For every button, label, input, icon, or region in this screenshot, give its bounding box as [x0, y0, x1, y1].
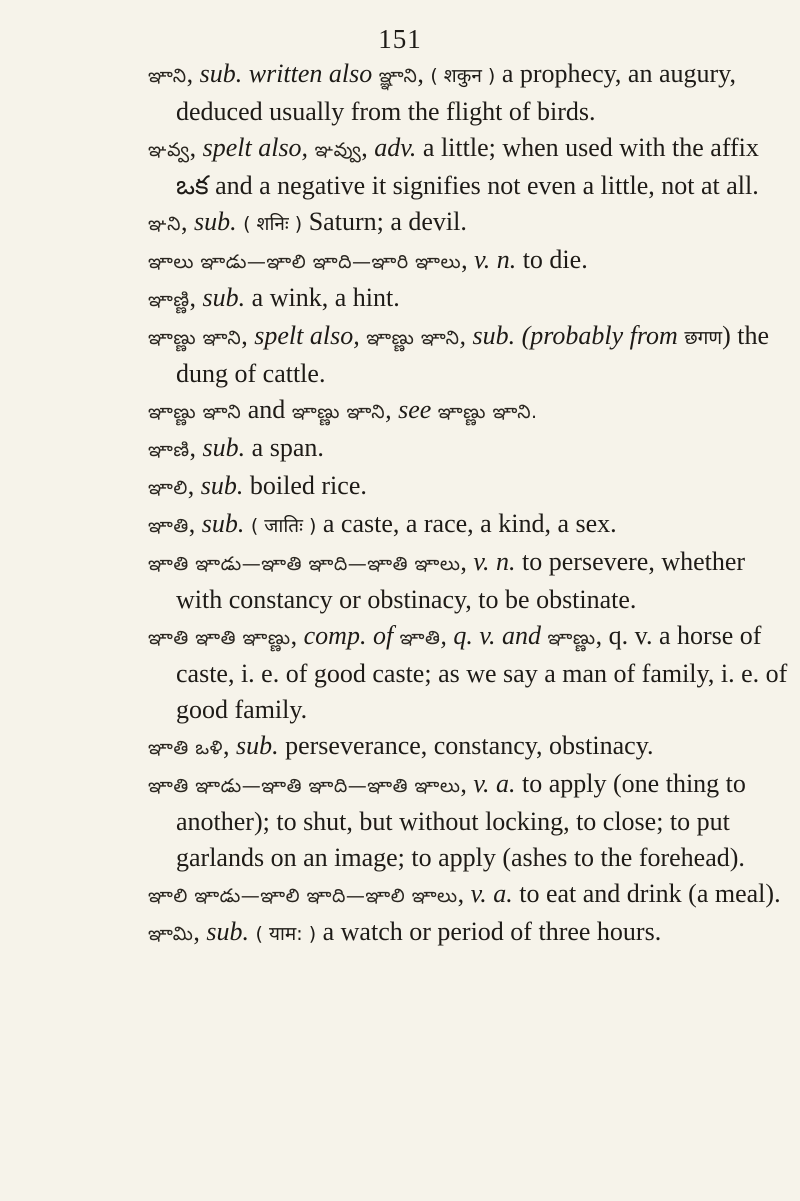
- connector: ,: [361, 133, 375, 162]
- part-of-speech: sub.: [202, 433, 252, 462]
- definition: ) the dung of cattle.: [176, 321, 770, 388]
- definition: a wink, a hint.: [251, 283, 400, 312]
- definition: Saturn; a devil.: [302, 207, 467, 236]
- headword: ఞాతి: [148, 515, 189, 537]
- headword: ఞాలి ఞాడు—ఞాలి ఞాది—ఞాలి ఞాలు: [148, 885, 458, 907]
- headword: ఞాతి ఞాడు—ఞాతి ఞాది—ఞాతి ఞాలు: [148, 775, 461, 797]
- separator: ,: [188, 509, 202, 538]
- headword: ఞాలి: [148, 477, 188, 499]
- dictionary-entry: [148, 130, 788, 204]
- dictionary-entries: [148, 56, 788, 952]
- part-of-speech: sub.: [193, 207, 244, 236]
- dictionary-entry: [148, 876, 788, 914]
- part-of-speech: v. a.: [470, 879, 520, 908]
- part-of-speech: v. n.: [473, 547, 523, 576]
- dictionary-entry: [148, 914, 788, 952]
- headword: ఞాతి ఒళి: [148, 737, 223, 759]
- definition: boiled rice.: [249, 471, 367, 500]
- connector: ,: [417, 59, 431, 88]
- definition: a watch or period of three hours.: [316, 917, 662, 946]
- separator: ,: [222, 731, 236, 760]
- separator: ,: [290, 621, 304, 650]
- etymology: छगण: [684, 327, 723, 349]
- definition: to apply (one thing to another); to shut, but without locking, to close; to put garlands on an image; to apply (ashes to the forehead).: [176, 769, 746, 872]
- headword: ఞాణ్ణు ఞాని: [148, 327, 242, 349]
- alternate-form: ఞాణ్ణు ఞాని: [366, 327, 460, 349]
- definition: a caste, a race, a kind, a sex.: [316, 509, 617, 538]
- definition: , q. v. a horse of caste, i. e. of good caste; as we say a man of family, i. e. of good family.: [176, 621, 788, 724]
- etymology: ( जातिः ): [250, 515, 317, 537]
- dictionary-entry: [148, 544, 788, 618]
- dictionary-entry: [148, 242, 788, 280]
- alternate-form: ఞవ్వు: [314, 139, 362, 161]
- part-of-speech: sub.: [206, 917, 256, 946]
- separator: ,: [193, 917, 207, 946]
- separator: ,: [461, 245, 475, 274]
- headword: ఞవ్వ: [148, 139, 190, 161]
- separator: ,: [189, 283, 203, 312]
- dictionary-entry: [148, 766, 788, 876]
- cross-reference: ఞాణ్ణు: [547, 627, 596, 649]
- dictionary-entry: [148, 280, 788, 318]
- etymology: ( शकुन ): [430, 65, 496, 87]
- headword: ఞాతి ఞాడు—ఞాతి ఞాది—ఞాతి ఞాలు: [148, 553, 461, 575]
- part-of-speech: sub. written also: [199, 59, 379, 88]
- part-of-speech: sub.: [235, 731, 286, 760]
- dictionary-entry: [148, 506, 788, 544]
- headword: ఞని: [148, 213, 181, 235]
- part-of-speech: v. n.: [474, 245, 523, 274]
- connector: , q. v. and: [440, 621, 548, 650]
- separator: ,: [460, 769, 474, 798]
- separator: ,: [180, 207, 194, 236]
- headword: ఞాణి: [148, 439, 190, 461]
- dictionary-entry: [148, 468, 788, 506]
- separator: ,: [457, 879, 471, 908]
- headword: ఞాణ్ణు ఞాని: [148, 401, 242, 423]
- part-of-speech: sub.: [201, 509, 251, 538]
- separator: ,: [186, 59, 200, 88]
- part-of-speech: comp. of: [303, 621, 400, 650]
- headword: ఞాని: [148, 65, 187, 87]
- alternate-form: ఞ్ఞాని: [378, 65, 418, 87]
- etymology: ( शनिः ): [243, 213, 303, 235]
- cross-reference: ఞాణ్ణు ఞాని.: [437, 401, 538, 423]
- connector: , sub. (probably from: [459, 321, 685, 350]
- dictionary-entry: [148, 204, 788, 242]
- dictionary-entry: [148, 618, 788, 728]
- separator: ,: [187, 471, 201, 500]
- page-number: 151: [378, 24, 422, 54]
- connector: , see: [385, 395, 438, 424]
- part-of-speech: sub.: [200, 471, 250, 500]
- headword: ఞాతి ఞాతి ఞాణ్ణు: [148, 627, 291, 649]
- dictionary-entry: [148, 318, 788, 392]
- alternate-form: ఞాతి: [399, 627, 441, 649]
- definition: to persevere, whether with constancy or obstinacy, to be obstinate.: [176, 547, 746, 614]
- headword: ఞాణ్ణి: [148, 289, 190, 311]
- etymology: ( याम: ): [255, 923, 317, 945]
- definition: a span.: [251, 433, 324, 462]
- separator: ,: [189, 133, 203, 162]
- dictionary-entry: [148, 56, 788, 130]
- part-of-speech: spelt also,: [254, 321, 367, 350]
- separator: ,: [189, 433, 203, 462]
- separator: ,: [241, 321, 255, 350]
- separator: ,: [460, 547, 474, 576]
- dictionary-entry: [148, 430, 788, 468]
- part-of-speech: v. a.: [473, 769, 523, 798]
- dictionary-entry: [148, 728, 788, 766]
- separator: and: [241, 395, 292, 424]
- definition: to eat and drink (a meal).: [519, 879, 781, 908]
- alternate-form: ఞాణ్ణు ఞాని: [291, 401, 386, 423]
- headword: ఞాలు ఞాడు—ఞాలి ఞాది—ఞారి ఞాలు: [148, 251, 462, 273]
- etymology: adv.: [374, 133, 417, 162]
- definition: perseverance, constancy, obstinacy.: [285, 731, 654, 760]
- headword: ఞామి: [148, 923, 194, 945]
- part-of-speech: sub.: [202, 283, 252, 312]
- definition: a little; when used with the affix ఒక and a negative it signifies not even a little, not at all.: [176, 133, 759, 200]
- definition: to die.: [522, 245, 588, 274]
- part-of-speech: spelt also,: [202, 133, 315, 162]
- dictionary-entry: [148, 392, 788, 430]
- definition: a prophecy, an augury, deduced usually from the flight of birds.: [176, 59, 736, 126]
